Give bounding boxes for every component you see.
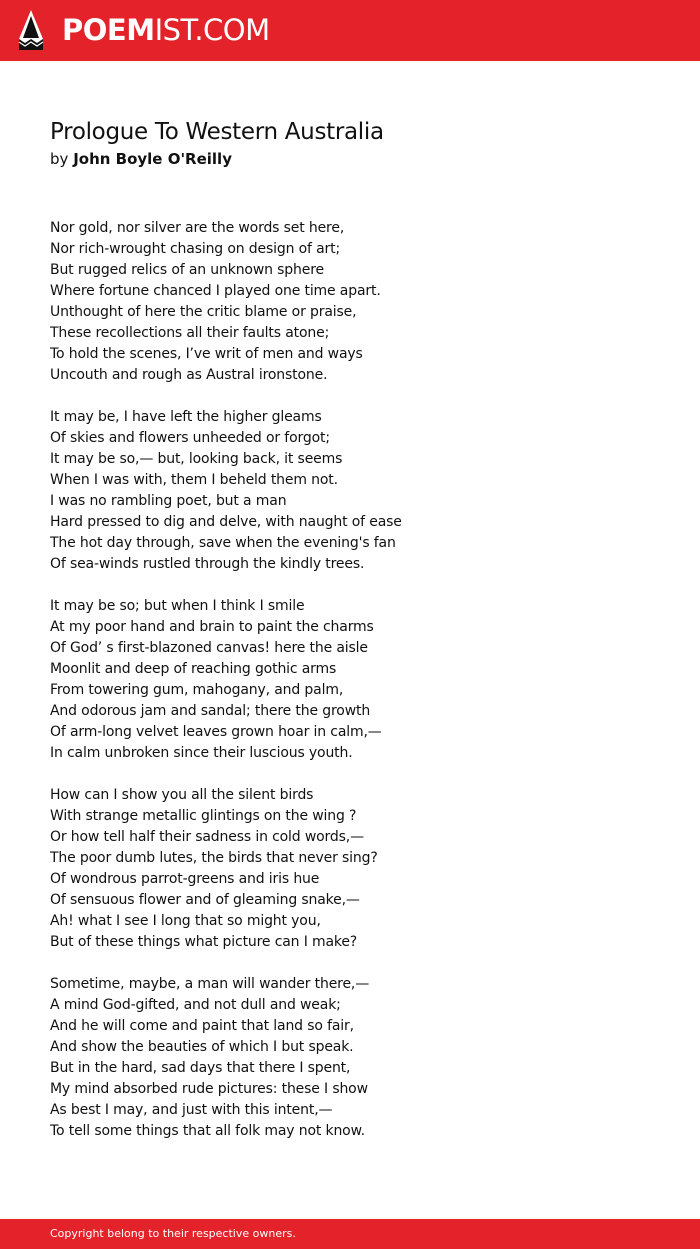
poem-byline <box>50 149 232 169</box>
poem-line: At my poor hand and brain to paint the charms <box>50 619 374 635</box>
poem-line: In calm unbroken since their luscious youth. <box>50 745 353 761</box>
poem-line: Uncouth and rough as Austral ironstone. <box>50 367 328 383</box>
poem-line: But in the hard, sad days that there I spent, <box>50 1060 351 1076</box>
site-footer <box>0 1219 700 1249</box>
poem-author: John Boyle O'Reilly <box>73 150 232 168</box>
poem-line: Of wondrous parrot-greens and iris hue <box>50 871 320 887</box>
poem-line: To hold the scenes, I’ve writ of men and ways <box>50 346 363 362</box>
poem-line: Nor gold, nor silver are the words set here, <box>50 220 345 236</box>
brand-light: IST.COM <box>154 13 270 47</box>
poem-line: A mind God-gifted, and not dull and weak; <box>50 997 341 1013</box>
poem-line: Moonlit and deep of reaching gothic arms <box>50 661 337 677</box>
poem-line: It may be so,— but, looking back, it seems <box>50 451 343 467</box>
poem-line: Of God’ s first-blazoned canvas! here the aisle <box>50 640 368 656</box>
poem-line: Hard pressed to dig and delve, with naught of ease <box>50 514 402 530</box>
poem-line: The hot day through, save when the evening's fan <box>50 535 396 551</box>
poem-line: And he will come and paint that land so fair, <box>50 1018 354 1034</box>
poem-line: Nor rich-wrought chasing on design of art; <box>50 241 341 257</box>
poem-title: Prologue To Western Australia <box>50 119 384 145</box>
poem-stanza <box>50 974 650 1142</box>
poem-stanza <box>50 596 650 764</box>
poem-line: Of sea-winds rustled through the kindly trees. <box>50 556 365 572</box>
poem-line: It may be, I have left the higher gleams <box>50 409 322 425</box>
poem-line: I was no rambling poet, but a man <box>50 493 287 509</box>
brand-bold: POEM <box>62 13 155 47</box>
poem-line: My mind absorbed rude pictures: these I show <box>50 1081 368 1097</box>
poem-line: When I was with, them I beheld them not. <box>50 472 338 488</box>
copyright-text: Copyright belong to their respective owners. <box>50 1227 296 1240</box>
poem-line: And odorous jam and sandal; there the growth <box>50 703 371 719</box>
poem-line: The poor dumb lutes, the birds that never sing? <box>50 850 378 866</box>
poem-line: How can I show you all the silent birds <box>50 787 314 803</box>
poem-line: It may be so; but when I think I smile <box>50 598 305 614</box>
poem-line: And show the beauties of which I but speak. <box>50 1039 354 1055</box>
poem-line: Of sensuous flower and of gleaming snake,— <box>50 892 360 908</box>
poem-line: To tell some things that all folk may not know. <box>50 1123 365 1139</box>
site-header <box>0 0 700 61</box>
poem-line: Of skies and flowers unheeded or forgot; <box>50 430 330 446</box>
poem-line: Ah! what I see I long that so might you, <box>50 913 321 929</box>
poem-line: Where fortune chanced I played one time apart. <box>50 283 381 299</box>
poem-line: From towering gum, mahogany, and palm, <box>50 682 344 698</box>
site-logo-text[interactable] <box>62 13 270 47</box>
poem-line: As best I may, and just with this intent,— <box>50 1102 333 1118</box>
poem-line: Unthought of here the critic blame or praise, <box>50 304 357 320</box>
poem-line: But rugged relics of an unknown sphere <box>50 262 324 278</box>
poem-stanza <box>50 218 650 386</box>
poem-line: But of these things what picture can I make? <box>50 934 358 950</box>
by-label: by <box>50 150 69 168</box>
poem-line: Of arm-long velvet leaves grown hoar in calm,— <box>50 724 382 740</box>
poem-line: Or how tell half their sadness in cold words,— <box>50 829 364 845</box>
poem-stanza <box>50 407 650 575</box>
poem-stanza <box>50 785 650 953</box>
poem-line: These recollections all their faults atone; <box>50 325 330 341</box>
poem-line: Sometime, maybe, a man will wander there,— <box>50 976 370 992</box>
pen-nib-icon[interactable] <box>17 9 45 51</box>
poem-line: With strange metallic glintings on the wing ? <box>50 808 357 824</box>
poem-body <box>50 218 650 1163</box>
